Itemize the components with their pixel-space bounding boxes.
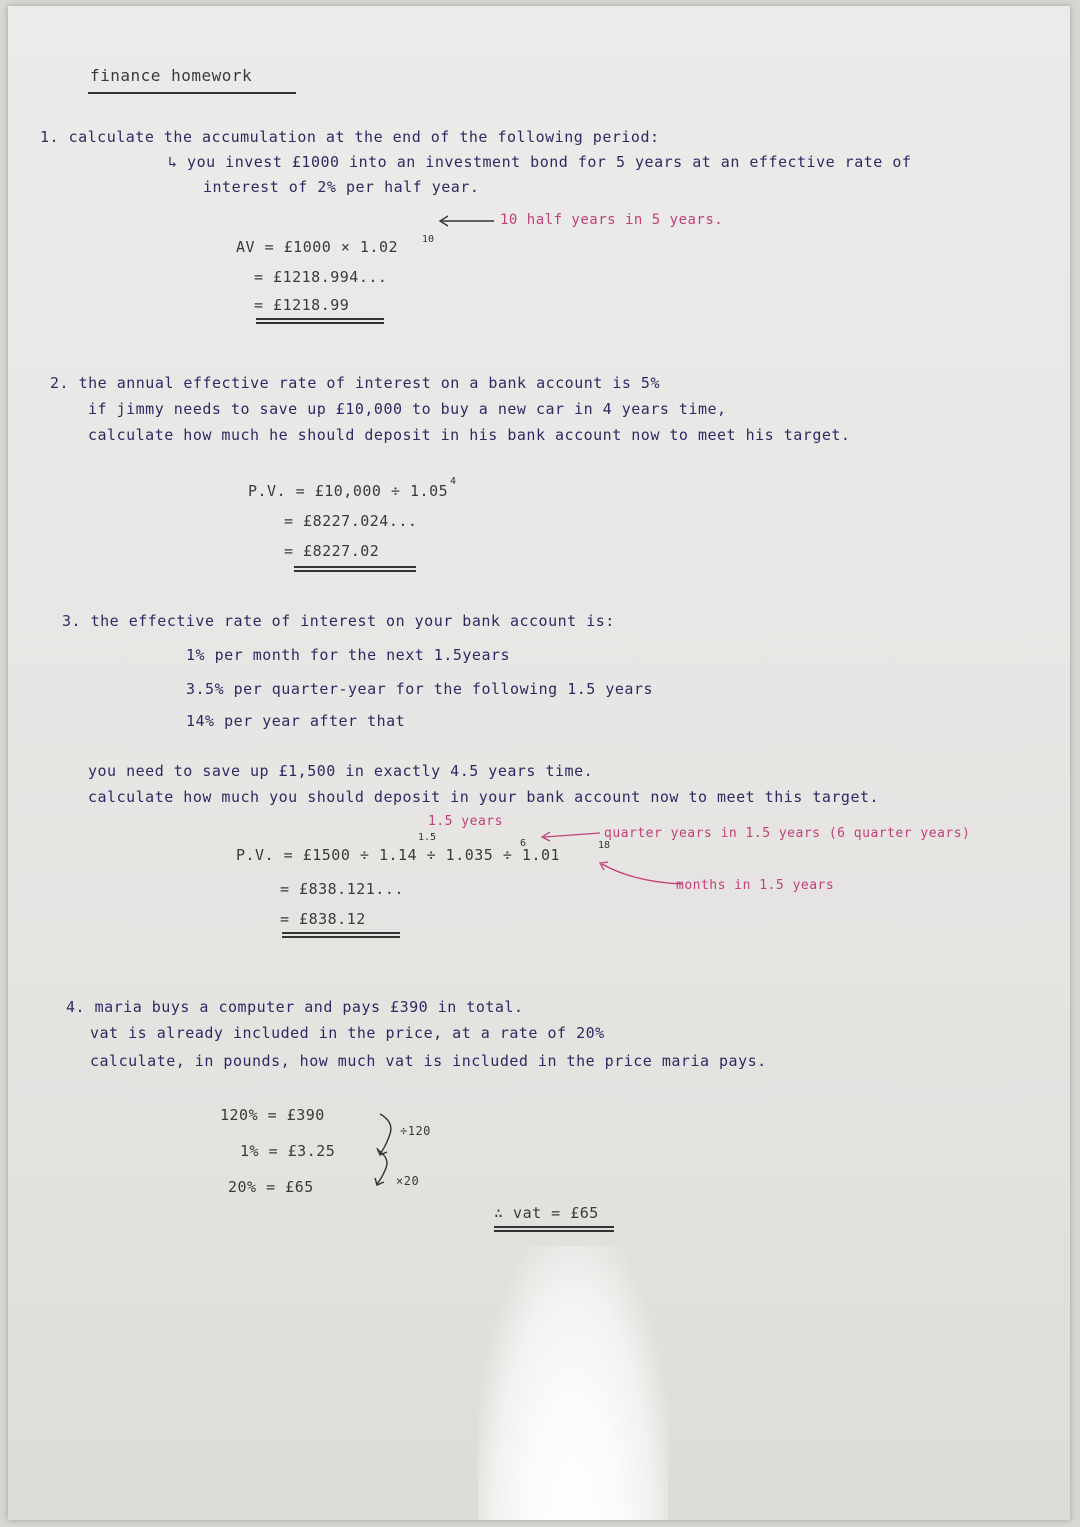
- q3-line2: you need to save up £1,500 in exactly 4.5 years time.: [88, 762, 594, 780]
- q3-work-line2: = £838.121...: [280, 880, 404, 898]
- q2-exponent: 4: [450, 476, 457, 487]
- q1-answer-underline-1: [256, 318, 384, 320]
- q3-arrow-quarters-icon: [538, 828, 602, 842]
- q1-note-half-years: 10 half years in 5 years.: [500, 212, 724, 228]
- q3-answer-underline-1: [282, 932, 400, 934]
- q3-note-quarters: quarter years in 1.5 years (6 quarter years): [604, 826, 971, 841]
- q1-answer-underline-2: [256, 322, 384, 324]
- title-underline: [88, 92, 296, 94]
- q3-exponent-1: 1.5: [418, 832, 437, 843]
- q4-divide-note: ÷120: [400, 1124, 431, 1138]
- q1-line2: ↳ you invest £1000 into an investment bond for 5 years at an effective rate of: [168, 153, 912, 171]
- q3-line3: calculate how much you should deposit in your bank account now to meet this target.: [88, 788, 880, 806]
- q2-work-line3: = £8227.02: [284, 542, 380, 560]
- q1-line3: interest of 2% per half year.: [203, 178, 480, 196]
- q4-answer-underline-1: [494, 1226, 614, 1228]
- q1-line1: 1. calculate the accumulation at the end of the following period:: [40, 128, 660, 146]
- notebook-page: [8, 6, 1070, 1520]
- q4-work-line1: 120% = £390: [220, 1106, 325, 1124]
- q4-work-line2: 1% = £3.25: [240, 1142, 336, 1160]
- q2-work-line1: P.V. = £10,000 ÷ 1.05: [248, 482, 449, 500]
- q4-multiply-note: ×20: [396, 1174, 420, 1188]
- q4-line1: 4. maria buys a computer and pays £390 in total.: [66, 998, 524, 1016]
- q4-bracket-multiply-icon: [374, 1148, 396, 1188]
- q4-line3: calculate, in pounds, how much vat is included in the price maria pays.: [90, 1052, 767, 1070]
- q4-work-line3: 20% = £65: [228, 1178, 314, 1196]
- q2-answer-underline-1: [294, 566, 416, 568]
- q2-answer-underline-2: [294, 570, 416, 572]
- q3-note-months: months in 1.5 years: [676, 878, 835, 893]
- q3-answer-underline-2: [282, 936, 400, 938]
- q2-line3: calculate how much he should deposit in his bank account now to meet his target.: [88, 426, 851, 444]
- q3-rate1: 1% per month for the next 1.5years: [186, 646, 511, 664]
- q1-exponent: 10: [422, 234, 435, 245]
- q2-line2: if jimmy needs to save up £10,000 to buy a new car in 4 years time,: [88, 400, 727, 418]
- q3-note-years: 1.5 years: [428, 814, 503, 829]
- q1-work-line3: = £1218.99: [254, 296, 350, 314]
- q3-exponent-2: 6: [520, 838, 527, 849]
- q4-answer: ∴ vat = £65: [494, 1204, 599, 1222]
- q1-work-line1: AV = £1000 × 1.02: [236, 238, 399, 256]
- camera-glare: [478, 1246, 668, 1520]
- page-title: finance homework: [90, 66, 253, 85]
- q3-work-line1: P.V. = £1500 ÷ 1.14 ÷ 1.035 ÷ 1.01: [236, 846, 561, 864]
- q3-rate3: 14% per year after that: [186, 712, 406, 730]
- q3-work-line3: = £838.12: [280, 910, 366, 928]
- q3-line1: 3. the effective rate of interest on your bank account is:: [62, 612, 615, 630]
- q2-line1: 2. the annual effective rate of interest on a bank account is 5%: [50, 374, 660, 392]
- q2-work-line2: = £8227.024...: [284, 512, 418, 530]
- q3-rate2: 3.5% per quarter-year for the following 1.5 years: [186, 680, 654, 698]
- q4-line2: vat is already included in the price, at a rate of 20%: [90, 1024, 605, 1042]
- q3-arrow-months-icon: [594, 858, 684, 886]
- q4-answer-underline-2: [494, 1230, 614, 1232]
- q1-arrow-icon: [436, 214, 496, 228]
- q3-exponent-3: 18: [598, 840, 611, 851]
- q1-work-line2: = £1218.994...: [254, 268, 388, 286]
